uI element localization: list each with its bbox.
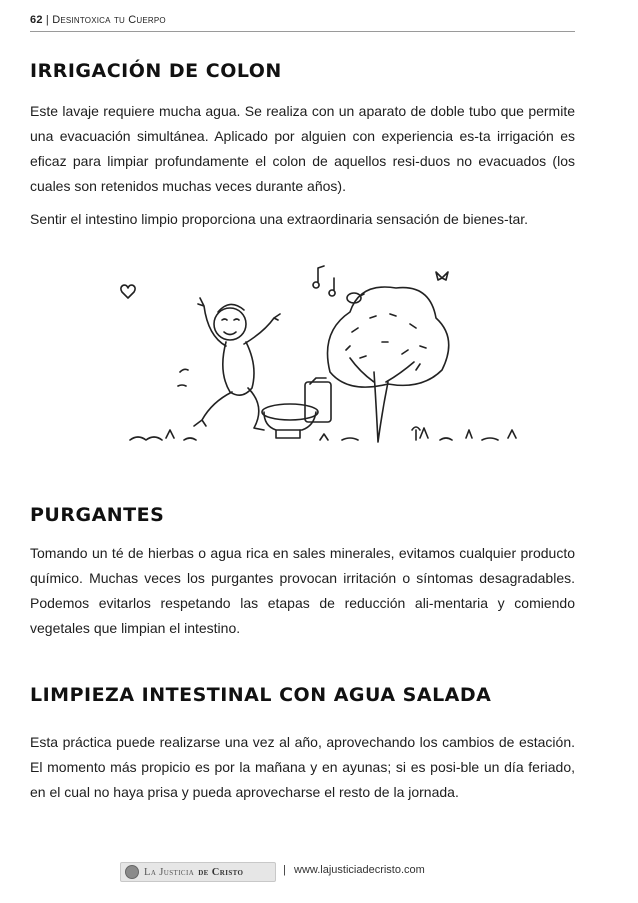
illustration-happy-person-toilet-tree: [120, 262, 530, 452]
page-header: [30, 14, 575, 32]
paragraph-irrigacion-1: Este lavaje requiere mucha agua. Se realiza con un aparato de doble tubo que permite una evacuación simultánea. Aplicado por alguien con experiencia es-ta irrigación es eficaz para limpiar profundamente el colon de aquellos resi-duos no evacuados (los cuales son retenidos muchas veces durante años).: [30, 103, 575, 194]
paragraph-purgantes: Tomando un té de hierbas o agua rica en sales minerales, evitamos cualquier producto químico. Muchas veces los purgantes provocan irritación o síntomas desagradables. Podemos evitarlos respetando las etapas de reducción ali-mentaria y comiendo vegetales que limpian el intestino.: [30, 545, 575, 636]
page-footer: [0, 862, 638, 882]
section-title-irrigacion: IRRIGACIÓN DE COLON: [30, 60, 282, 82]
publisher-logo: [120, 862, 276, 882]
paragraph-agua-salada: Esta práctica puede realizarse una vez al año, aprovechando los cambios de estación. El momento más propicio es por la mañana y en ayunas; si es posi-ble un día feriado, en el cual no haya prisa y pueda aprovecharse el resto de la jornada.: [30, 734, 575, 800]
footer-url[interactable]: www.lajusticiadecristo.com: [294, 864, 425, 876]
logo-text-a: La Justicia: [144, 866, 195, 878]
page-number: 62: [30, 14, 43, 26]
toilet: [262, 378, 331, 438]
seal-icon: [125, 865, 139, 879]
section-title-purgantes: PURGANTES: [30, 504, 165, 526]
logo-text-b: de Cristo: [198, 866, 244, 878]
section-title-agua-salada: LIMPIEZA INTESTINAL CON AGUA SALADA: [30, 684, 492, 706]
paragraph-irrigacion-2: Sentir el intestino limpio proporciona una extraordinaria sensación de bienes-tar.: [30, 211, 529, 227]
footer-separator: |: [283, 864, 286, 876]
header-separator: |: [45, 14, 49, 26]
butterfly-icon: [436, 272, 448, 280]
jumping-person: [178, 298, 280, 430]
tree: [328, 287, 449, 442]
music-note-icon: [329, 278, 335, 296]
book-title: Desintoxica tu Cuerpo: [52, 14, 166, 26]
heart-icon: [121, 285, 135, 298]
music-note-icon: [313, 266, 324, 288]
